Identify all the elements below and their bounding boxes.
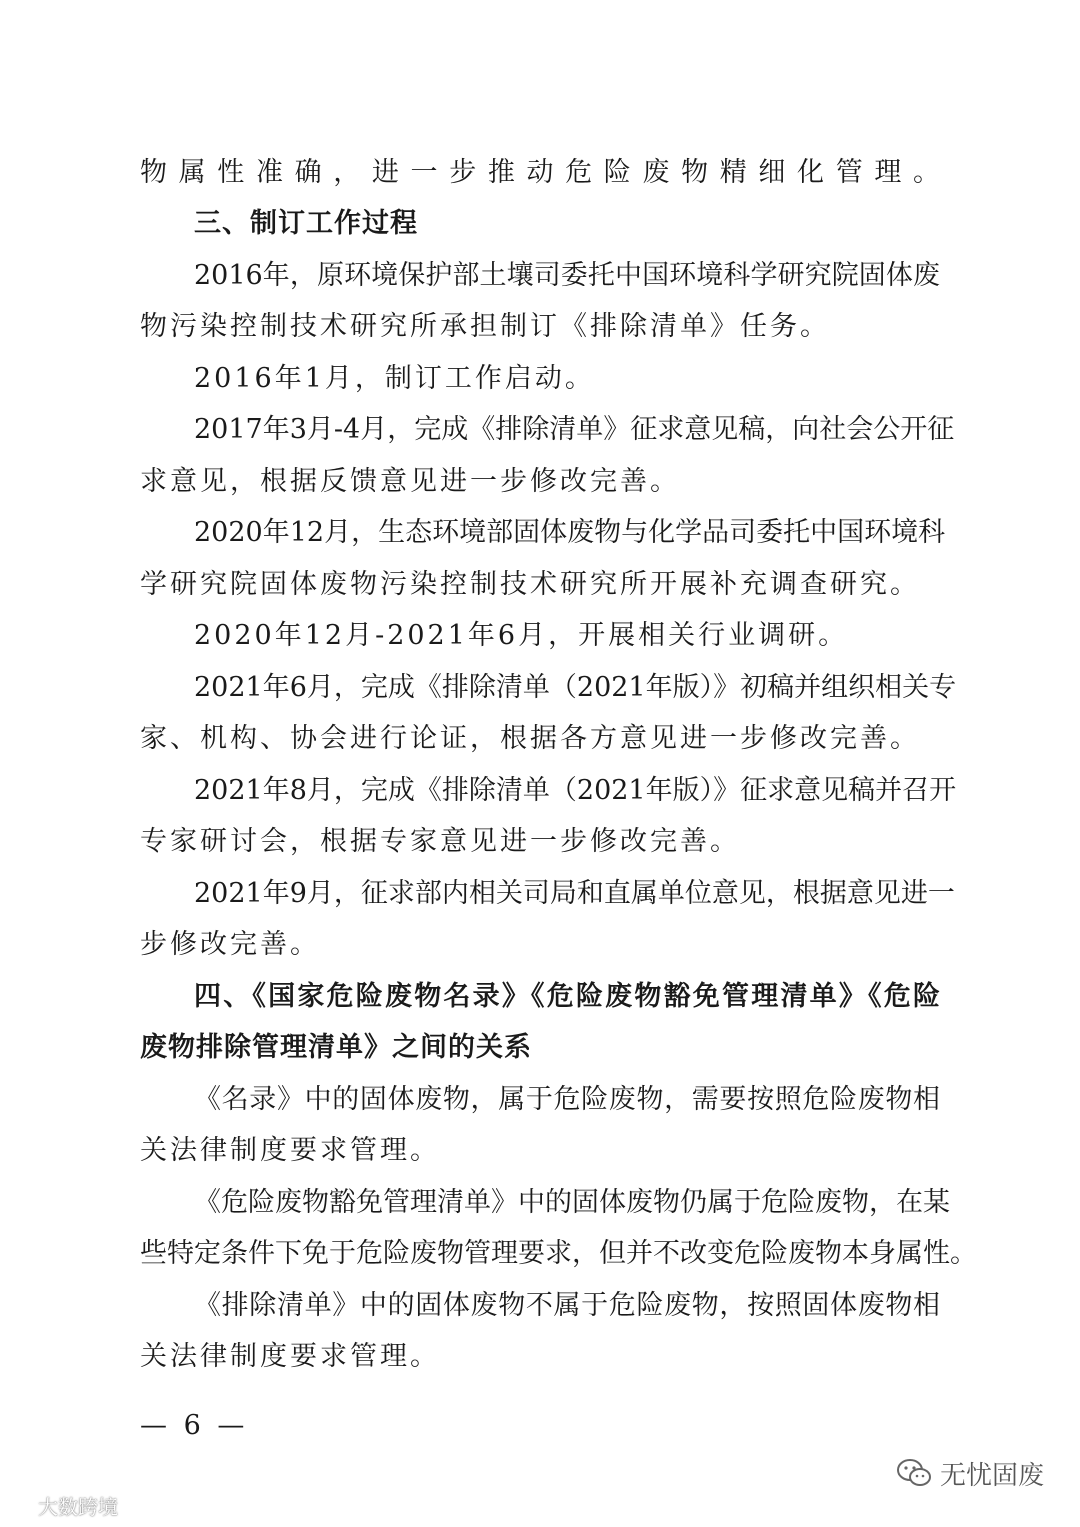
paragraph-line: 家、机构、协会进行论证，根据各方意见进一步修改完善。: [140, 723, 920, 754]
paragraph-line: 2021年6月，完成《排除清单（2021年版）》初稿并组织相关专: [194, 672, 957, 703]
paragraph-line: 2021年9月，征求部内相关司局和直属单位意见，根据意见进一: [194, 878, 955, 909]
page-number: — 6 —: [140, 1410, 249, 1441]
section-heading-4: 四、《国家危险废物名录》《危险废物豁免管理清单》《危险: [194, 981, 940, 1012]
paragraph-line: 物属性准确，进一步推动危险废物精细化管理。: [140, 157, 940, 188]
paragraph-line: 2020年12月，生态环境部固体废物与化学品司委托中国环境科: [194, 517, 946, 548]
paragraph-line: 学研究院固体废物污染控制技术研究所开展补充调查研究。: [140, 569, 920, 600]
paragraph-line: 2016年，原环境保护部土壤司委托中国环境科学研究院固体废: [194, 260, 940, 291]
watermark-left-text: 大数跨境: [38, 1494, 118, 1519]
paragraph-line: 2016年1月，制订工作启动。: [194, 363, 595, 394]
watermark-right-text: 无忧固废: [939, 1460, 1044, 1491]
watermark-left: [6, 1490, 118, 1520]
wechat-icon: [896, 1458, 932, 1488]
paragraph-line: 关法律制度要求管理。: [140, 1341, 440, 1372]
paragraph-line: 物污染控制技术研究所承担制订《排除清单》任务。: [140, 311, 830, 342]
paragraph-line: 2020年12月-2021年6月，开展相关行业调研。: [194, 620, 849, 651]
paragraph-line: 《名录》中的固体废物，属于危险废物，需要按照危险废物相: [194, 1084, 940, 1115]
paragraph-line: 些特定条件下免于危险废物管理要求，但并不改变危险废物本身属性。: [140, 1238, 977, 1269]
section-heading-3: 三、制订工作过程: [194, 208, 418, 239]
paragraph-line: 步修改完善。: [140, 929, 320, 960]
paragraph-line: 关法律制度要求管理。: [140, 1135, 440, 1166]
paragraph-line: 2017年3月-4月，完成《排除清单》征求意见稿，向社会公开征: [194, 414, 955, 445]
section-heading-4-cont: 废物排除管理清单》之间的关系: [140, 1032, 532, 1063]
weibo-icon: [6, 1493, 34, 1517]
paragraph-line: 专家研讨会，根据专家意见进一步修改完善。: [140, 826, 740, 857]
paragraph-line: 《排除清单》中的固体废物不属于危险废物，按照固体废物相: [194, 1290, 940, 1321]
paragraph-line: 《危险废物豁免管理清单》中的固体废物仍属于危险废物，在某: [194, 1187, 950, 1218]
paragraph-line: 2021年8月，完成《排除清单（2021年版）》征求意见稿并召开: [194, 775, 957, 806]
watermark-right: [896, 1455, 1044, 1491]
paragraph-line: 求意见，根据反馈意见进一步修改完善。: [140, 466, 680, 497]
